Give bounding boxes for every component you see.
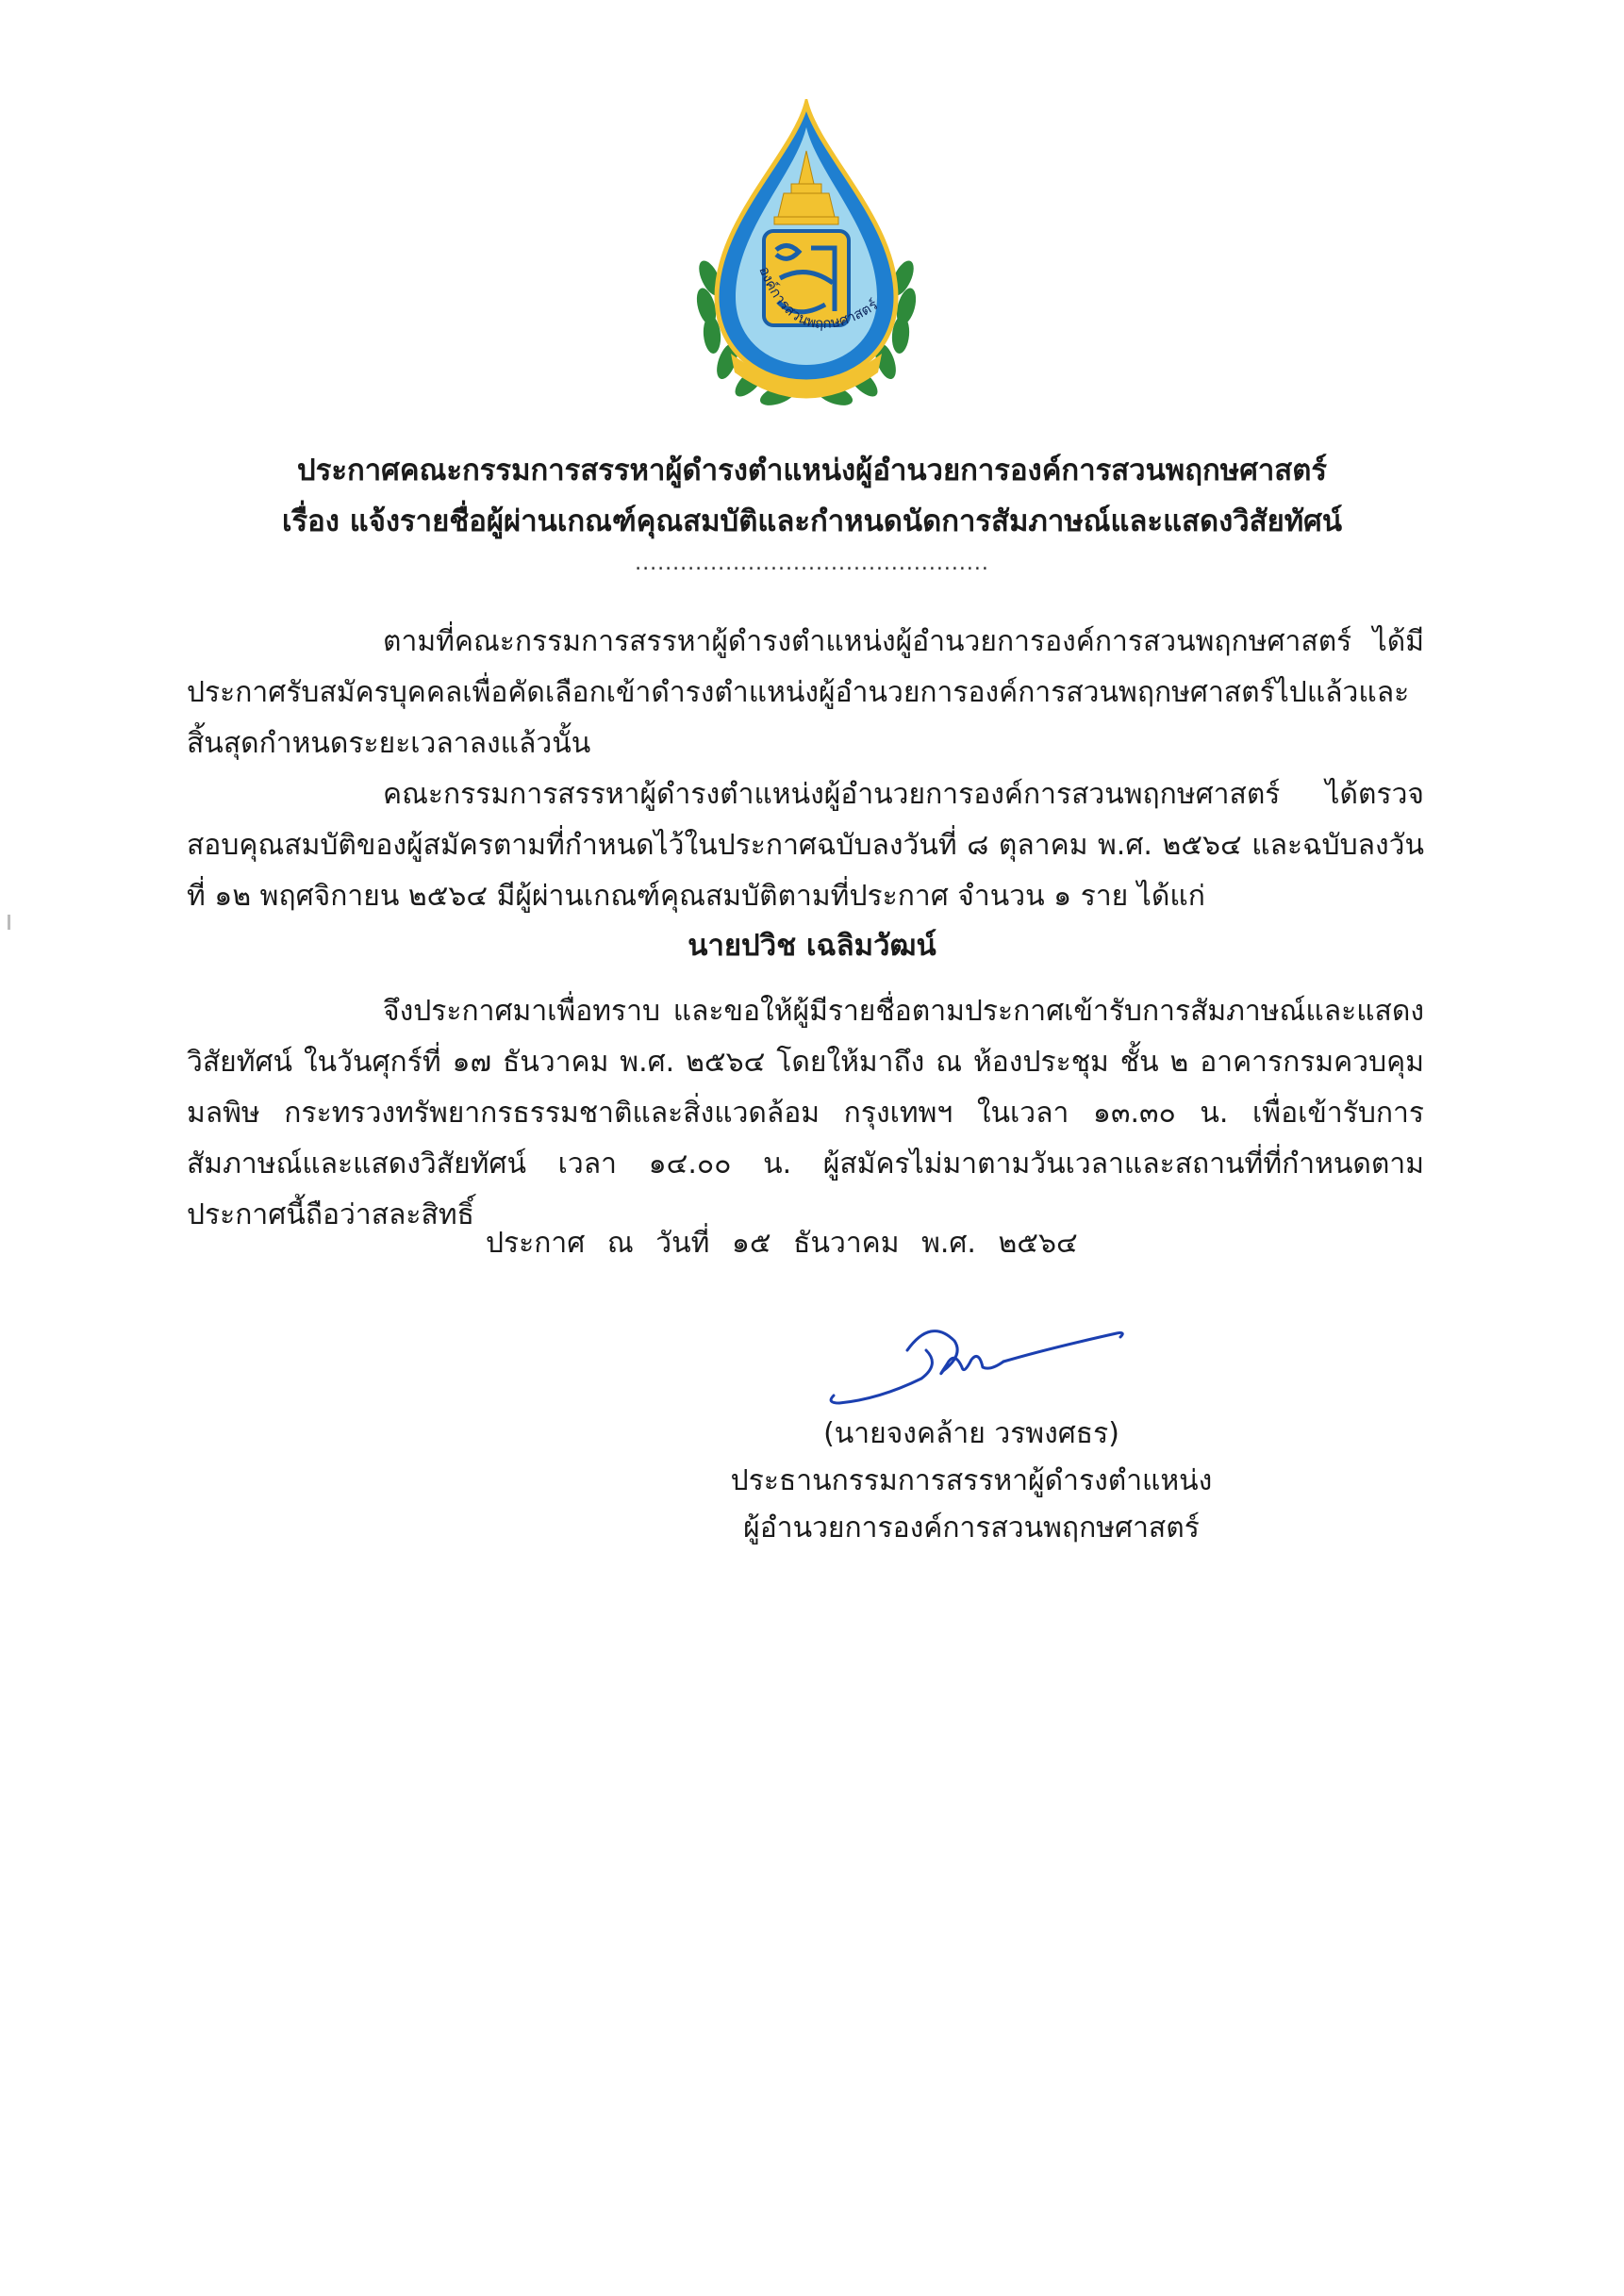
body-paragraph-1 (187, 617, 1424, 769)
handwritten-signature (822, 1313, 1134, 1416)
announce-date: ประกาศ ณ วันที่ ๑๕ ธันวาคม พ.ศ. ๒๕๖๔ (486, 1227, 1078, 1260)
royal-drop-emblem-icon (693, 99, 920, 410)
announcement-subject: เรื่อง แจ้งรายชื่อผู้ผ่านเกณฑ์คุณสมบัติและกำหนดนัดการสัมภาษณ์และแสดงวิสัยทัศน์ (281, 504, 1343, 538)
paragraph-text: ตามที่คณะกรรมการสรรหาผู้ดำรงตำแหน่งผู้อำนวยการองค์การสวนพฤกษศาสตร์ ได้มีประกาศรับสมัครบุคคลเพื่อคัดเลือกเข้าดำรงตำแหน่งผู้อำนวยการองค์การสวนพฤกษศาสตร์ไปแล้วและสิ้นสุดกำหนดระยะเวลาลงแล้วนั้น (187, 625, 1424, 760)
paragraph-text: จึงประกาศมาเพื่อทราบ และขอให้ผู้มีรายชื่อตามประกาศเข้ารับการสัมภาษณ์และแสดงวิสัยทัศน์ ในวันศุกร์ที่ ๑๗ ธันวาคม พ.ศ. ๒๕๖๔ โดยให้มาถึง ณ ห้องประชุม ชั้น ๒ อาคารกรมควบคุมมลพิษ กระทรวงทรัพยากรธรรมชาติและสิ่งแวดล้อม กรุงเทพฯ ในเวลา ๑๓.๓๐ น. เพื่อเข้ารับการสัมภาษณ์และแสดงวิสัยทัศน์ เวลา ๑๔.๐๐ น. ผู้สมัครไม่มาตามวันเวลาและสถานที่ที่กำหนดตามประกาศนี้ถือว่าสละสิทธิ์ (187, 995, 1424, 1231)
logo-text: องค์การสวนพฤกษศาสตร์ (755, 263, 882, 333)
paragraph-text: คณะกรรมการสรรหาผู้ดำรงตำแหน่งผู้อำนวยการองค์การสวนพฤกษศาสตร์ ได้ตรวจสอบคุณสมบัติของผู้สมัครตามที่กำหนดไว้ในประกาศฉบับลงวันที่ ๘ ตุลาคม พ.ศ. ๒๕๖๔ และฉบับลงวันที่ ๑๒ พฤศจิกายน ๒๕๖๔ มีผู้ผ่านเกณฑ์คุณสมบัติตามที่ประกาศ จำนวน ๑ ราย ได้แก่ (187, 778, 1424, 913)
body-paragraph-2 (187, 769, 1424, 922)
body-paragraph-3 (187, 986, 1424, 1241)
announcement-title: ประกาศคณะกรรมการสรรหาผู้ดำรงตำแหน่งผู้อำนวยการองค์การสวนพฤกษศาสตร์ (297, 454, 1327, 487)
signer-name: (นายจงคล้าย วรพงศธร) (823, 1417, 1119, 1450)
signer-title-line-1: ประธานกรรมการสรรหาผู้ดำรงตำแหน่ง (730, 1464, 1213, 1497)
signer-title-line-2: ผู้อำนวยการองค์การสวนพฤกษศาสตร์ (743, 1511, 1200, 1544)
signature-block (660, 1411, 1283, 1552)
candidate-name: นายปวิช เฉลิมวัฒน์ (688, 929, 936, 963)
separator: ............................................... (635, 552, 989, 575)
